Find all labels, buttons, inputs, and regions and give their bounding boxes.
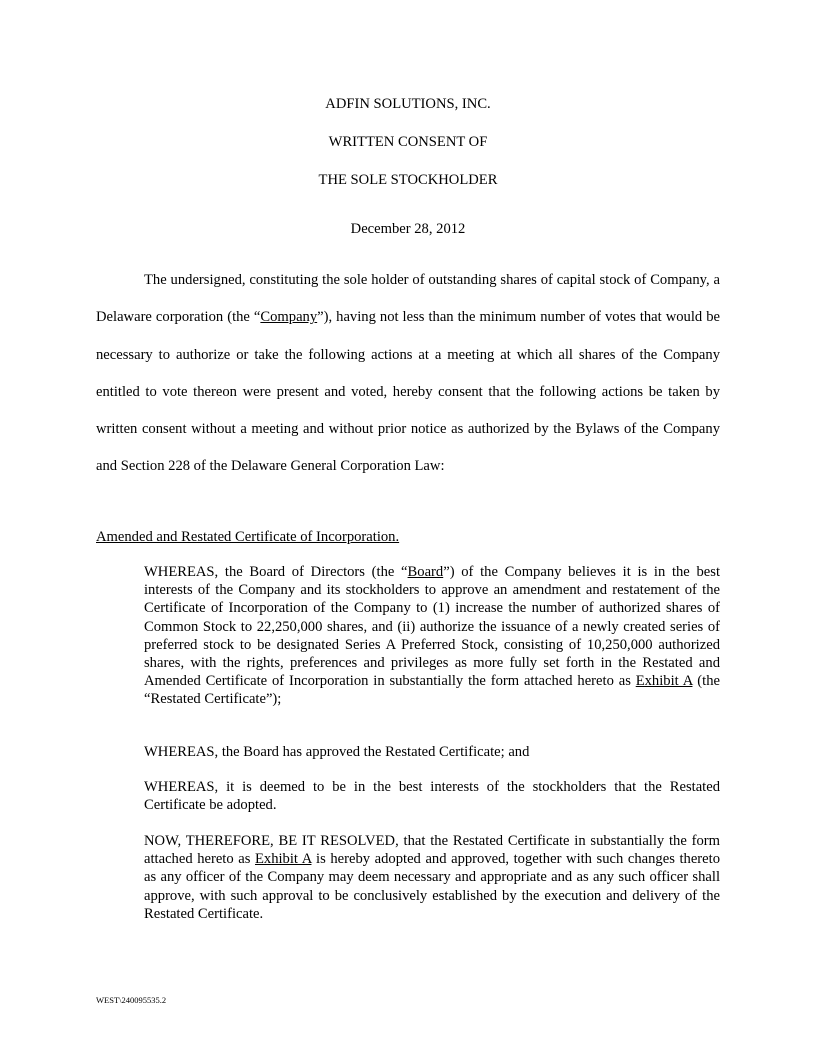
document-title-line1: WRITTEN CONSENT OF bbox=[328, 134, 488, 150]
whereas-clause-3: WHEREAS, it is deemed to be in the best interests of the stockholders that the Restated Certificate be adopted. bbox=[144, 779, 720, 814]
defined-term-board: Board bbox=[407, 564, 444, 580]
whereas1-part2: ”) of the Company believes it is in the best interests of the Company and its stockholders to approve an amendment and restatement of the Certificate of Incorporation of the Company to (1) increase the number of authorized shares of Common Stock to 22,250,000 shares, and (ii) authorize the issuance of a newly created series of preferred stock to be designated Series A Preferred Stock, consisting of 10,250,000 authorized shares, with the rights, preferences and privileges as more fully set forth in the Restated and Amended Certificate of Incorporation in substantially the form attached hereto as bbox=[144, 564, 720, 690]
document-title-line2: THE SOLE STOCKHOLDER bbox=[318, 172, 498, 188]
document-id-footer: WEST\240095535.2 bbox=[96, 995, 167, 1005]
company-name: ADFIN SOLUTIONS, INC. bbox=[325, 96, 491, 112]
intro-text-part2: ”), having not less than the minimum number of votes that would be necessary to authorize or take the following actions at a meeting at which all shares of the Company entitled to vote thereon were present and voted, hereby consent that the following actions be taken by written consent without a meeting and without prior notice as authorized by the Bylaws of the Company and Section 228 of the Delaware General Corporation Law: bbox=[96, 309, 720, 475]
section-heading: Amended and Restated Certificate of Incorporation. bbox=[96, 529, 400, 545]
resolved-part1: NOW, THEREFORE, BE IT RESOLVED, that the Restated Certificate in substantially the form attached hereto as bbox=[144, 833, 720, 868]
document-date: December 28, 2012 bbox=[350, 221, 466, 237]
resolution-clause bbox=[144, 832, 720, 923]
whereas1-part3: (the “Restated Certificate”); bbox=[144, 673, 720, 708]
resolved-part2: is hereby adopted and approved, together with such changes thereto as any officer of the Company may deem necessary and appropriate and as any such officer shall approve, with such approval to be conclusively established by the execution and delivery of the Restated Certificate. bbox=[144, 851, 720, 922]
intro-text-part1: The undersigned, constituting the sole holder of outstanding shares of capital stock of Company, a Delaware corporation (the “ bbox=[96, 272, 720, 326]
whereas-clause-1 bbox=[144, 563, 720, 709]
defined-term-company: Company bbox=[260, 309, 318, 326]
whereas-clause-2: WHEREAS, the Board has approved the Restated Certificate; and bbox=[144, 744, 530, 760]
whereas1-part1: WHEREAS, the Board of Directors (the “ bbox=[144, 564, 408, 580]
exhibit-a-reference-2: Exhibit A bbox=[254, 851, 312, 868]
exhibit-a-reference: Exhibit A bbox=[635, 673, 693, 690]
intro-paragraph bbox=[96, 262, 720, 486]
